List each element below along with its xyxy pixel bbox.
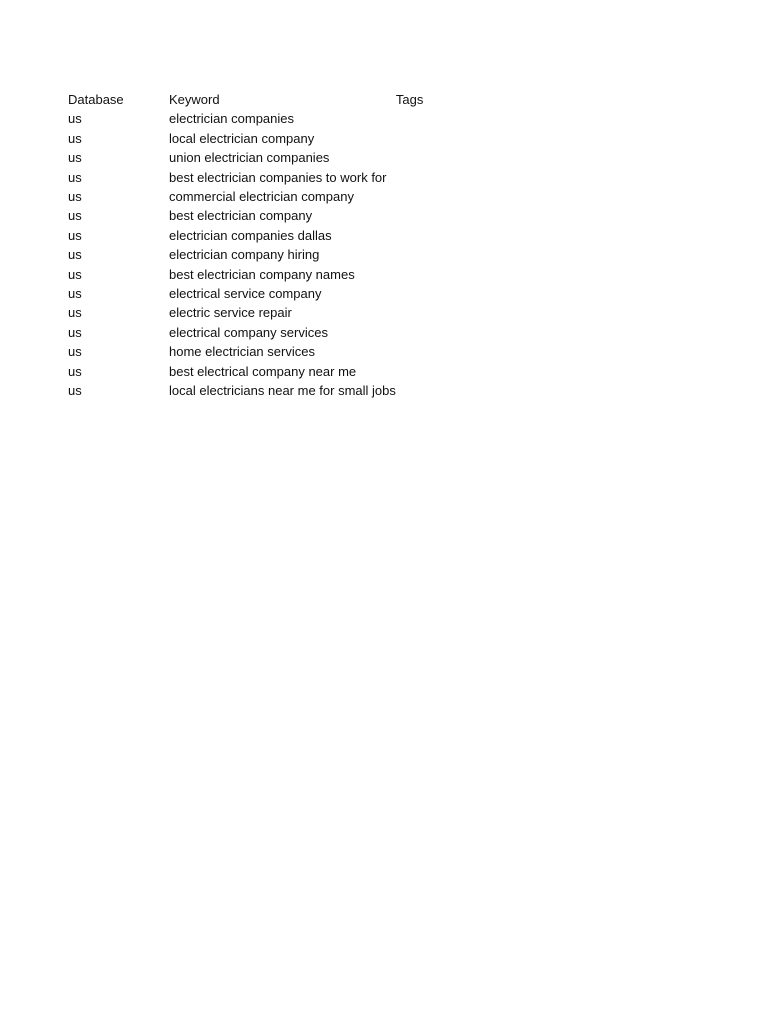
keyword-sheet (68, 90, 456, 401)
table-row (68, 109, 456, 128)
cell-database: us (68, 130, 82, 146)
cell-database: us (68, 305, 82, 321)
cell-keyword: best electrical company near me (169, 363, 357, 379)
cell-tags (396, 129, 456, 148)
cell-tags (396, 206, 456, 225)
cell-keyword: electrical service company (169, 286, 322, 302)
table-row (68, 206, 456, 225)
cell-keyword: union electrician companies (169, 150, 330, 166)
cell-tags (396, 284, 456, 303)
table-row (68, 303, 456, 322)
cell-database: us (68, 208, 82, 224)
cell-keyword: electrical company services (169, 324, 328, 340)
cell-tags (396, 381, 456, 400)
cell-keyword: best electrician company (169, 208, 313, 224)
cell-keyword: electric service repair (169, 305, 292, 321)
cell-keyword: local electricians near me for small jobs (169, 383, 396, 399)
table-row (68, 265, 456, 284)
cell-tags (396, 303, 456, 322)
cell-keyword: best electrician company names (169, 266, 355, 282)
table-row (68, 381, 456, 400)
table-body (68, 109, 456, 400)
table-row (68, 323, 456, 342)
header-row (68, 90, 456, 109)
table-row (68, 284, 456, 303)
cell-tags (396, 265, 456, 284)
column-header-database: Database (68, 92, 124, 107)
cell-database: us (68, 286, 82, 302)
cell-keyword: home electrician services (169, 344, 315, 360)
table-row (68, 129, 456, 148)
table-row (68, 342, 456, 361)
cell-keyword: best electrician companies to work for (169, 169, 387, 185)
table-row (68, 148, 456, 167)
cell-tags (396, 362, 456, 381)
cell-keyword: commercial electrician company (169, 189, 354, 205)
cell-database: us (68, 150, 82, 166)
cell-database: us (68, 189, 82, 205)
cell-database: us (68, 344, 82, 360)
cell-database: us (68, 266, 82, 282)
cell-database: us (68, 169, 82, 185)
cell-tags (396, 109, 456, 128)
column-header-keyword: Keyword (169, 92, 220, 107)
cell-tags (396, 226, 456, 245)
table-row (68, 362, 456, 381)
table-row (68, 226, 456, 245)
cell-keyword: electrician company hiring (169, 247, 320, 263)
cell-database: us (68, 247, 82, 263)
cell-database: us (68, 324, 82, 340)
cell-keyword: electrician companies dallas (169, 227, 332, 243)
cell-tags (396, 187, 456, 206)
cell-tags (396, 148, 456, 167)
cell-database: us (68, 363, 82, 379)
cell-tags (396, 245, 456, 264)
table-row (68, 187, 456, 206)
cell-database: us (68, 111, 82, 127)
cell-database: us (68, 227, 82, 243)
table-row (68, 245, 456, 264)
cell-tags (396, 168, 456, 187)
cell-database: us (68, 383, 82, 399)
cell-keyword: local electrician company (169, 130, 315, 146)
keyword-table (68, 90, 456, 401)
cell-tags (396, 323, 456, 342)
column-header-tags: Tags (395, 92, 424, 107)
cell-keyword: electrician companies (169, 111, 295, 127)
cell-tags (396, 342, 456, 361)
table-row (68, 168, 456, 187)
